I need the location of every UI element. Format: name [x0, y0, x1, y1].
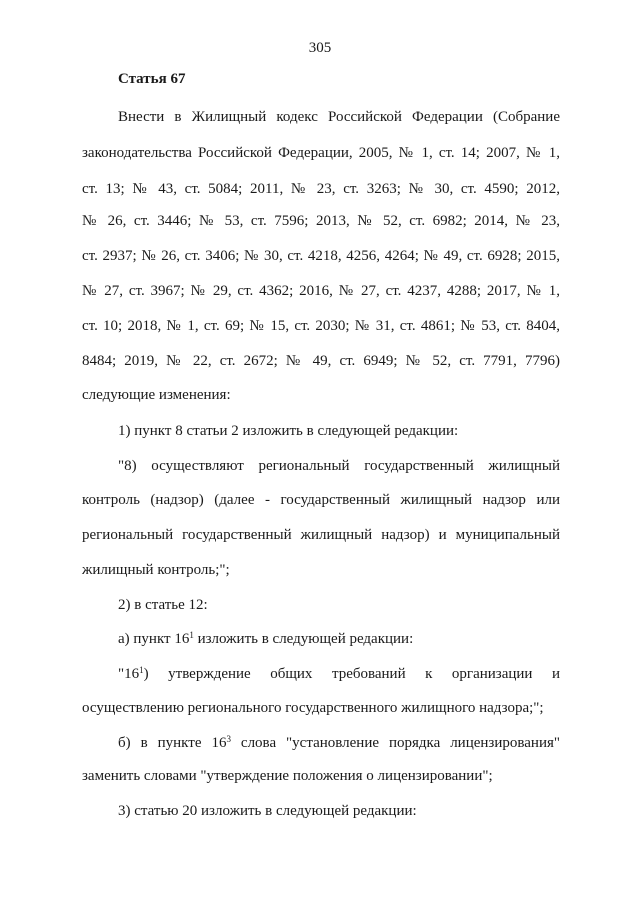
text-line-7: ст. 10; 2018, № 1, ст. 69; № 15, ст. 2030; № 31, ст. 4861; № 53, ст. 8404, — [82, 318, 560, 334]
page-number: 305 — [308, 40, 332, 56]
superscript: 3 — [226, 734, 231, 744]
article-title: Статья 67 — [118, 71, 186, 87]
text-line-16-part-b: изложить в следующей редакции: — [193, 631, 414, 647]
text-line-19 — [118, 734, 560, 752]
text-line-5: ст. 2937; № 26, ст. 3406; № 30, ст. 4218, 4256, 4264; № 49, ст. 6928; 2015, — [82, 248, 560, 264]
text-line-16-part-a: а) пункт 16 — [118, 631, 190, 647]
text-line-16 — [118, 630, 560, 648]
text-line-19-part-a: б) в пункте 16 — [118, 735, 227, 751]
text-line-20: заменить словами "утверждение положения о лицензировании"; — [82, 768, 493, 784]
text-line-12: контроль (надзор) (далее - государственный жилищный надзор или — [82, 492, 560, 508]
text-line-15: 2) в статье 12: — [118, 597, 208, 613]
text-line-19-part-b: слова "установление порядка лицензирования" — [230, 735, 560, 751]
text-line-4: № 26, ст. 3446; № 53, ст. 7596; 2013, № 52, ст. 6982; 2014, № 23, — [82, 213, 560, 229]
text-line-21: 3) статью 20 изложить в следующей редакции: — [118, 803, 417, 819]
text-line-11: "8) осуществляют региональный государственный жилищный — [118, 458, 560, 474]
superscript: 1 — [139, 665, 144, 675]
text-line-2: законодательства Российской Федерации, 2005, № 1, ст. 14; 2007, № 1, — [82, 145, 560, 161]
text-line-14: жилищный контроль;"; — [82, 562, 230, 578]
text-line-17-part-b: ) утверждение общих требований к организации и — [143, 666, 560, 682]
text-line-17-part-a: "16 — [118, 666, 140, 682]
text-line-8: 8484; 2019, № 22, ст. 2672; № 49, ст. 6949; № 52, ст. 7791, 7796) — [82, 353, 560, 369]
text-line-9: следующие изменения: — [82, 387, 231, 403]
superscript: 1 — [189, 630, 194, 640]
text-line-6: № 27, ст. 3967; № 29, ст. 4362; 2016, № 27, ст. 4237, 4288; 2017, № 1, — [82, 283, 560, 299]
text-line-3: ст. 13; № 43, ст. 5084; 2011, № 23, ст. 3263; № 30, ст. 4590; 2012, — [82, 181, 560, 197]
text-line-18: осуществлению регионального государственного жилищного надзора;"; — [82, 700, 544, 716]
text-line-13: региональный государственный жилищный надзор) и муниципальный — [82, 527, 560, 543]
text-line-10: 1) пункт 8 статьи 2 изложить в следующей редакции: — [118, 423, 459, 439]
text-line-17 — [118, 665, 560, 683]
text-line-1: Внести в Жилищный кодекс Российской Федерации (Собрание — [118, 109, 560, 125]
